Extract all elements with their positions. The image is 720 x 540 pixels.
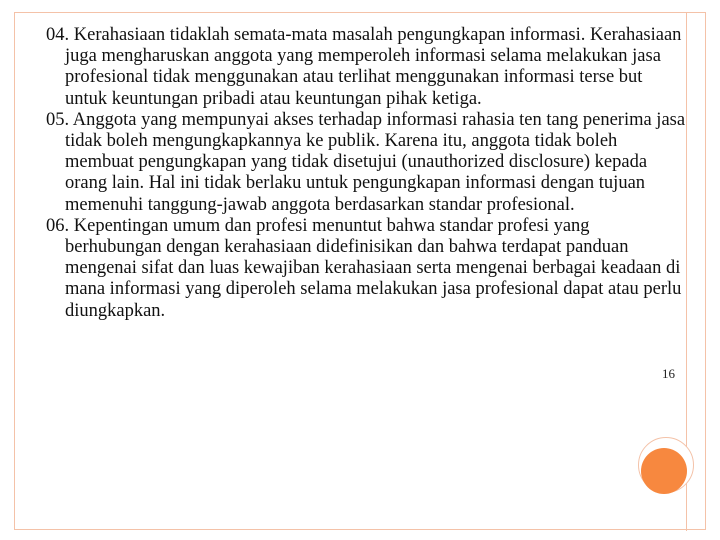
paragraph-05: 05. Anggota yang mempunyai akses terhadap informasi rahasia ten tang penerima jasa tidak boleh mengungkapkannya ke publik. Karena itu, anggota tidak boleh membuat pengungkapan yang tidak disetujui (unauthorized disclosure) kepada orang lain. Hal ini tidak berlaku untuk pengungkapan informasi dengan tujuan memenuhi tanggung-jawab anggota berdasarkan standar profesional. — [46, 109, 686, 215]
paragraph-04: 04. Kerahasiaan tidaklah semata-mata masalah pengungkapan informasi. Kerahasiaan juga mengharuskan anggota yang memperoleh informasi selama melakukan jasa profesional tidak menggunakan atau terlihat menggunakan informasi terse but untuk keuntungan pribadi atau keuntungan pihak ketiga. — [46, 25, 682, 109]
paragraph-06: 06. Kepentingan umum dan profesi menuntut bahwa standar profesi yang berhubungan dengan kerahasiaan didefinisikan dan bahwa terdapat panduan mengenai sifat dan luas kewajiban kerahasiaan serta mengenai berbagai keadaan di mana informasi yang diperoleh selama melakukan jasa profesional dapat atau perlu diungkapkan. — [46, 215, 682, 321]
slide-body — [46, 25, 686, 322]
page-number: 16 — [662, 366, 675, 381]
decorative-orange-circle — [641, 448, 687, 494]
